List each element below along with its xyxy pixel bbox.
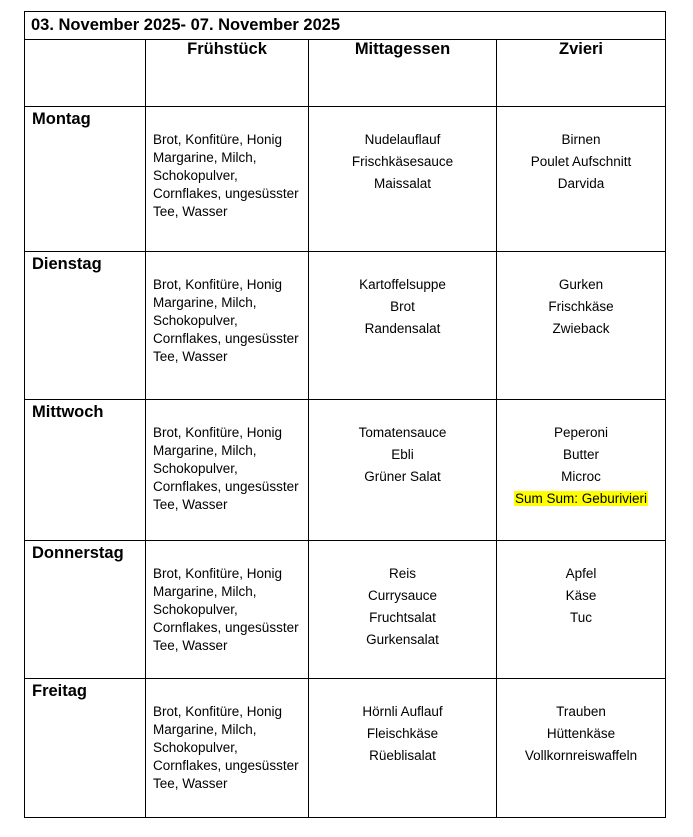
breakfast-line: Schokopulver, — [153, 461, 238, 476]
lunch-item: Randensalat — [364, 321, 441, 336]
breakfast-line: Cornflakes, ungesüsster — [153, 620, 299, 635]
lunch-item: Grüner Salat — [364, 469, 441, 484]
lunch-item: Currysauce — [367, 588, 438, 603]
breakfast-line: Schokopulver, — [153, 168, 238, 183]
breakfast-cell — [146, 107, 309, 252]
lunch-item: Kartoffelsuppe — [359, 277, 446, 292]
snack-item: Apfel — [565, 566, 597, 581]
header-lunch: Mittagessen — [309, 40, 497, 107]
snack-cell — [497, 400, 666, 541]
lunch-item: Fruchtsalat — [369, 610, 436, 625]
week-title: 03. November 2025- 07. November 2025 — [25, 12, 666, 40]
snack-item: Birnen — [561, 132, 601, 147]
snack-item: Darvida — [557, 176, 605, 191]
day-name: Donnerstag — [25, 541, 146, 679]
day-row-donnerstag — [25, 541, 666, 679]
breakfast-cell — [146, 400, 309, 541]
breakfast-line: Brot, Konfitüre, Honig — [153, 277, 283, 292]
header-blank — [25, 40, 146, 107]
lunch-item: Frischkäsesauce — [351, 154, 454, 169]
snack-cell — [497, 107, 666, 252]
snack-item: Gurken — [558, 277, 604, 292]
weekly-menu-table — [24, 11, 666, 818]
snack-item: Käse — [565, 588, 597, 603]
breakfast-line: Cornflakes, ungesüsster — [153, 186, 299, 201]
breakfast-line: Brot, Konfitüre, Honig — [153, 566, 283, 581]
snack-item: Hüttenkäse — [546, 726, 616, 741]
snack-item: Trauben — [556, 704, 606, 719]
snack-item: Butter — [563, 447, 600, 462]
day-row-freitag — [25, 679, 666, 818]
snack-highlight-item — [497, 488, 665, 510]
lunch-item: Maissalat — [373, 176, 432, 191]
snack-cell — [497, 541, 666, 679]
day-row-montag — [25, 107, 666, 252]
day-row-dienstag — [25, 252, 666, 400]
day-name: Mittwoch — [25, 400, 146, 541]
lunch-item: Fleischkäse — [366, 726, 439, 741]
lunch-item: Brot — [390, 299, 415, 314]
breakfast-line: Tee, Wasser — [153, 638, 228, 653]
lunch-cell — [309, 107, 497, 252]
lunch-item: Tomatensauce — [358, 425, 447, 440]
snack-item: Frischkäse — [548, 299, 614, 314]
breakfast-line: Cornflakes, ungesüsster — [153, 758, 299, 773]
breakfast-line: Cornflakes, ungesüsster — [153, 479, 299, 494]
snack-item: Poulet Aufschnitt — [530, 154, 632, 169]
snack-cell — [497, 252, 666, 400]
breakfast-line: Margarine, Milch, — [153, 443, 257, 458]
snack-item: Peperoni — [553, 425, 609, 440]
breakfast-cell — [146, 541, 309, 679]
breakfast-line: Brot, Konfitüre, Honig — [153, 425, 283, 440]
lunch-cell — [309, 541, 497, 679]
lunch-item: Nudelauflauf — [364, 132, 441, 147]
lunch-cell — [309, 679, 497, 818]
snack-cell — [497, 679, 666, 818]
breakfast-line: Cornflakes, ungesüsster — [153, 331, 299, 346]
breakfast-line: Tee, Wasser — [153, 349, 228, 364]
lunch-item: Rüeblisalat — [369, 748, 436, 763]
breakfast-line: Brot, Konfitüre, Honig — [153, 132, 283, 147]
breakfast-line: Tee, Wasser — [153, 497, 228, 512]
header-row — [25, 40, 666, 107]
lunch-cell — [309, 400, 497, 541]
snack-item: Microc — [561, 469, 601, 484]
snack-item: Vollkornreiswaffeln — [524, 748, 638, 763]
breakfast-line: Tee, Wasser — [153, 776, 228, 791]
breakfast-line: Margarine, Milch, — [153, 150, 257, 165]
day-row-mittwoch — [25, 400, 666, 541]
breakfast-line: Schokopulver, — [153, 602, 238, 617]
breakfast-line: Brot, Konfitüre, Honig — [153, 704, 283, 719]
title-row — [25, 12, 666, 40]
day-name: Montag — [25, 107, 146, 252]
lunch-item: Reis — [388, 566, 416, 581]
day-name: Freitag — [25, 679, 146, 818]
breakfast-cell — [146, 679, 309, 818]
header-breakfast: Frühstück — [146, 40, 309, 107]
snack-item: Zwieback — [552, 321, 610, 336]
lunch-cell — [309, 252, 497, 400]
breakfast-cell — [146, 252, 309, 400]
lunch-item: Ebli — [391, 447, 414, 462]
breakfast-line: Schokopulver, — [153, 313, 238, 328]
breakfast-line: Tee, Wasser — [153, 204, 228, 219]
lunch-item: Hörnli Auflauf — [362, 704, 443, 719]
breakfast-line: Schokopulver, — [153, 740, 238, 755]
birthday-snack-highlight: Sum Sum: Geburivieri — [514, 491, 648, 506]
breakfast-line: Margarine, Milch, — [153, 584, 257, 599]
snack-item: Tuc — [570, 610, 593, 625]
lunch-item: Gurkensalat — [366, 632, 439, 647]
breakfast-line: Margarine, Milch, — [153, 722, 257, 737]
header-snack: Zvieri — [497, 40, 666, 107]
day-name: Dienstag — [25, 252, 146, 400]
breakfast-line: Margarine, Milch, — [153, 295, 257, 310]
